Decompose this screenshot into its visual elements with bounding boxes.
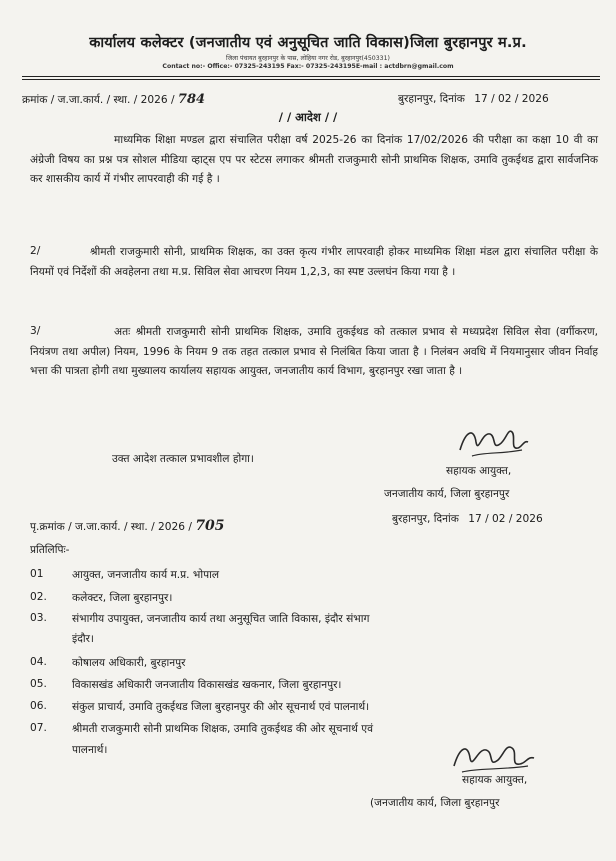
endorsement-number-line <box>30 518 225 534</box>
paragraph-2: श्रीमती राजकुमारी सोनी, प्राथमिक शिक्षक, का उक्त कृत्य गंभीर लापरवाही होकर माध्यमिक शिक्षा मंडल द्वारा संचालित परीक्षा के नियमों एवं निर्देशों की अवहेलना तथा म.प्र. सिविल सेवा आचरण नियम 1,2,3, का स्पष्ट उल्लघंन किया गया है । <box>30 246 598 278</box>
place-date-label: बुरहानपुर, दिनांक <box>398 93 465 105</box>
order-date: 17 / 02 / 2026 <box>474 93 549 105</box>
paragraph-2-number: 2/ <box>30 245 41 257</box>
paragraph-3-number: 3/ <box>30 325 41 337</box>
recipient-number: 02. <box>30 591 47 603</box>
recipient-text: कोषालय अधिकारी, बुरहानपुर <box>72 657 186 669</box>
recipient-text: विकासखंड अधिकारी जनजातीय विकासखंड खकनार, जिला बुरहानपुर। <box>72 679 342 691</box>
office-header-title: कार्यालय कलेक्टर (जनजातीय एवं अनुसूचित जाति विकास)जिला बुरहानपुर म.प्र. <box>89 35 527 51</box>
ref-number-line <box>22 92 205 107</box>
recipient-text: आयुक्त, जनजातीय कार्य म.प्र. भोपाल <box>72 569 220 581</box>
office-address: जिला पंचायत बुरहानपुर के पास, लोहिया नगर रोड, बुरहानपुर(450331) <box>226 55 390 62</box>
signature-1-image <box>452 420 532 464</box>
recipient-number: 03. <box>30 612 47 624</box>
signature-2-department: (जनजातीय कार्य, जिला बुरहानपुर <box>370 797 500 809</box>
sig1-place-label: बुरहानपुर, दिनांक <box>392 513 459 525</box>
recipient-number: 01 <box>30 568 44 580</box>
copy-to-label: प्रतिलिपिः- <box>30 544 70 556</box>
signature-2-image <box>448 738 538 778</box>
order-heading: / / आदेश / / <box>278 110 338 124</box>
ref-prefix: क्रमांक / ज.जा.कार्य. / स्था. / 2026 / <box>22 94 175 106</box>
recipient-text-cont: इंदौर। <box>72 633 94 645</box>
header-divider <box>22 76 600 77</box>
signature-1-title: सहायक आयुक्त, <box>446 465 512 477</box>
ref-handwritten-number: 784 <box>177 92 206 107</box>
recipient-text: कलेक्टर, जिला बुरहानपुर। <box>72 592 173 604</box>
sig1-date: 17 / 02 / 2026 <box>468 513 543 525</box>
recipient-number: 07. <box>30 722 47 734</box>
recipient-number: 04. <box>30 656 47 668</box>
endorsement-handwritten-number: 705 <box>195 518 225 534</box>
effective-line: उक्त आदेश तत्काल प्रभावशील होगा। <box>112 453 254 465</box>
paragraph-3: अतः श्रीमती राजकुमारी सोनी प्राथमिक शिक्षक, उमावि तुकईथड को तत्काल प्रभाव से मध्यप्रदेश सिविल सेवा (वर्गीकरण, नियंत्रण तथा अपील) नियम, 1996 के नियम 9 तक तहत तत्काल प्रभाव से निलंबित किया जाता है । निलंबन अवधि में नियमानुसार जीवन निर्वाह भत्ता की पात्रता होगी तथा मुख्यालय कार्यालय सहायक आयुक्त, जनजातीय कार्य विभाग, बुरहानपुर रखा जाता है । <box>30 326 598 377</box>
recipient-text: श्रीमती राजकुमारी सोनी प्राथमिक शिक्षक, उमावि तुकईथड की ओर सूचनार्थ एवं <box>72 723 374 735</box>
office-contact: Contact no:- Office:- 07325-243195 Fax:- 07325-243195E-mail : actdbrn@gmail.com <box>162 63 454 70</box>
recipient-number: 05. <box>30 678 47 690</box>
header-divider-2 <box>22 79 600 80</box>
signature-1-place-date <box>392 512 543 526</box>
ref-place-date <box>398 92 549 106</box>
paragraph-1: माध्यमिक शिक्षा मण्डल द्वारा संचालित परीक्षा वर्ष 2025-26 का दिनांक 17/02/2026 की परीक्षा का कक्षा 10 वी का अंग्रेजी विषय का प्रश्न पत्र सोशल मीडिया व्हाट्स एप पर स्टेटस लगाकर श्रीमती राजकुमारी सोनी प्राथमिक शिक्षक, उमावि तुकईथड द्वारा सार्वजनिक कर शासकीय कार्य में गंभीर लापरवाही की गई है । <box>30 134 598 185</box>
signature-1-department: जनजातीय कार्य, जिला बुरहानपुर <box>384 488 510 500</box>
recipient-number: 06. <box>30 700 47 712</box>
endorsement-prefix: पृ.क्रमांक / ज.जा.कार्य. / स्था. / 2026 / <box>30 521 192 533</box>
recipient-text-cont: पालनार्थ। <box>72 744 108 756</box>
recipient-text: संकुल प्राचार्य, उमावि तुकईथड जिला बुरहानपुर की ओर सूचनार्थ एवं पालनार्थ। <box>72 701 370 713</box>
signature-2-title: सहायक आयुक्त, <box>462 774 528 786</box>
recipient-text: संभागीय उपायुक्त, जनजातीय कार्य तथा अनुसूचित जाति विकास, इंदौर संभाग <box>72 613 370 625</box>
